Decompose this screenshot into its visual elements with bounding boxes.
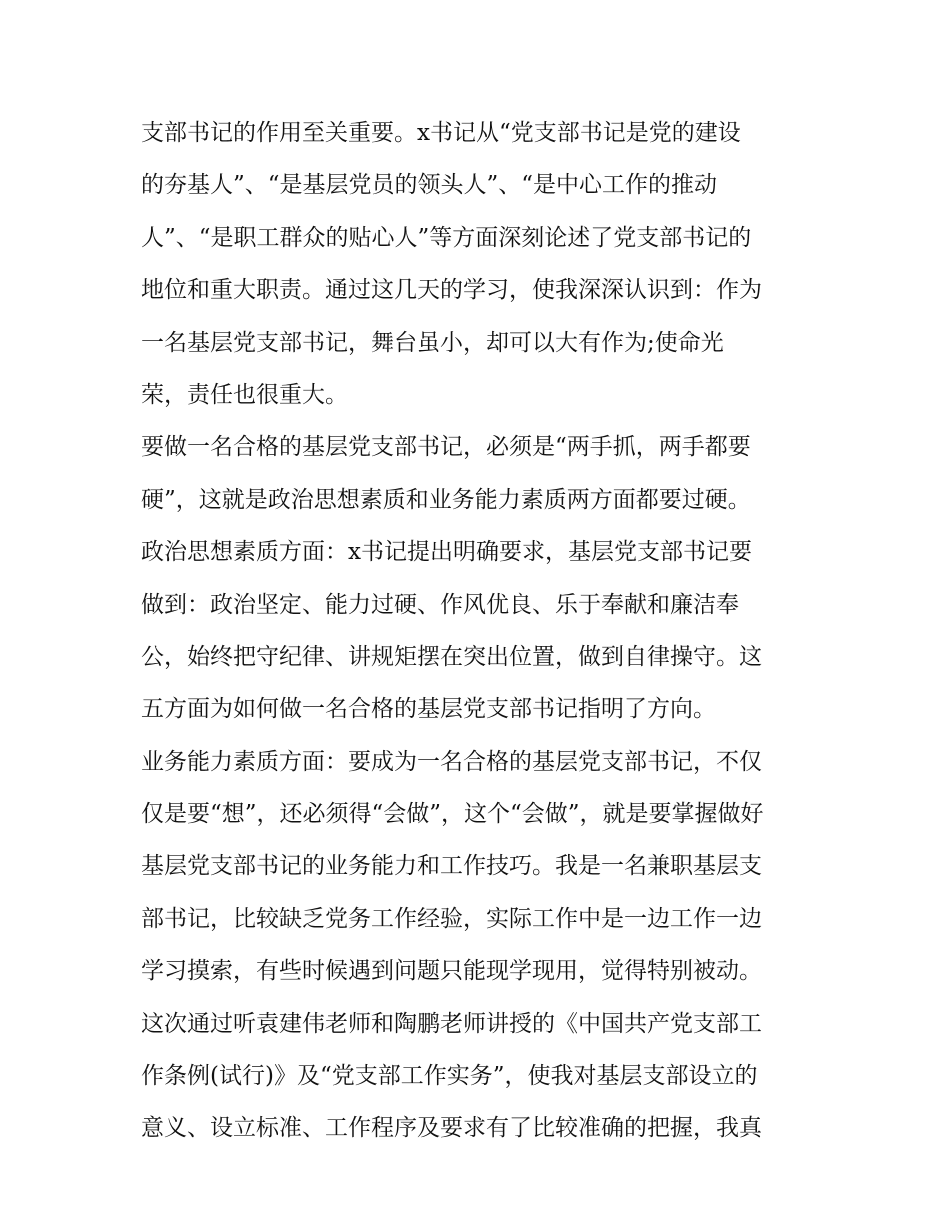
text-line: 学习摸索，有些时候遇到问题只能现学现用，觉得特别被动。 xyxy=(141,958,762,985)
text-line: 五方面为如何做一名合格的基层党支部书记指明了方向。 xyxy=(141,696,716,723)
text-line: 荣，责任也很重大。 xyxy=(141,381,348,408)
text-line: 做到：政治坚定、能力过硬、作风优良、乐于奉献和廉洁奉 xyxy=(141,591,739,618)
text-line: 部书记，比较缺乏党务工作经验，实际工作中是一边工作一边 xyxy=(141,905,762,932)
body-text xyxy=(141,107,821,1155)
text-line: 硬”，这就是政治思想素质和业务能力素质两方面都要过硬。 xyxy=(141,486,751,513)
text-line: 业务能力素质方面：要成为一名合格的基层党支部书记，不仅 xyxy=(141,748,762,775)
text-line: 这次通过听袁建伟老师和陶鹏老师讲授的《中国共产党支部工 xyxy=(141,1010,762,1037)
text-line: 仅是要“想”，还必须得“会做”，这个“会做”，就是要掌握做好 xyxy=(141,801,764,828)
text-line: 要做一名合格的基层党支部书记，必须是“两手抓，两手都要 xyxy=(141,434,751,461)
text-line: 地位和重大职责。通过这几天的学习，使我深深认识到：作为 xyxy=(141,277,762,304)
text-line: 基层党支部书记的业务能力和工作技巧。我是一名兼职基层支 xyxy=(141,853,762,880)
text-line: 支部书记的作用至关重要。x书记从“党支部书记是党的建设 xyxy=(141,120,741,146)
text-line: 政治思想素质方面：x书记提出明确要求，基层党支部书记要 xyxy=(141,539,752,566)
text-line: 作条例(试行)》及“党支部工作实务”，使我对基层支部设立的 xyxy=(141,1063,758,1090)
text-line: 公，始终把守纪律、讲规矩摆在突出位置，做到自律操守。这 xyxy=(141,643,762,670)
text-line: 一名基层党支部书记，舞台虽小，却可以大有作为;使命光 xyxy=(141,329,724,356)
text-line: 人”、“是职工群众的贴心人”等方面深刻论述了党支部书记的 xyxy=(141,224,752,251)
text-line: 的夯基人”、“是基层党员的领头人”、“是中心工作的推动 xyxy=(141,172,718,199)
text-line: 意义、设立标准、工作程序及要求有了比较准确的把握，我真 xyxy=(141,1115,762,1142)
